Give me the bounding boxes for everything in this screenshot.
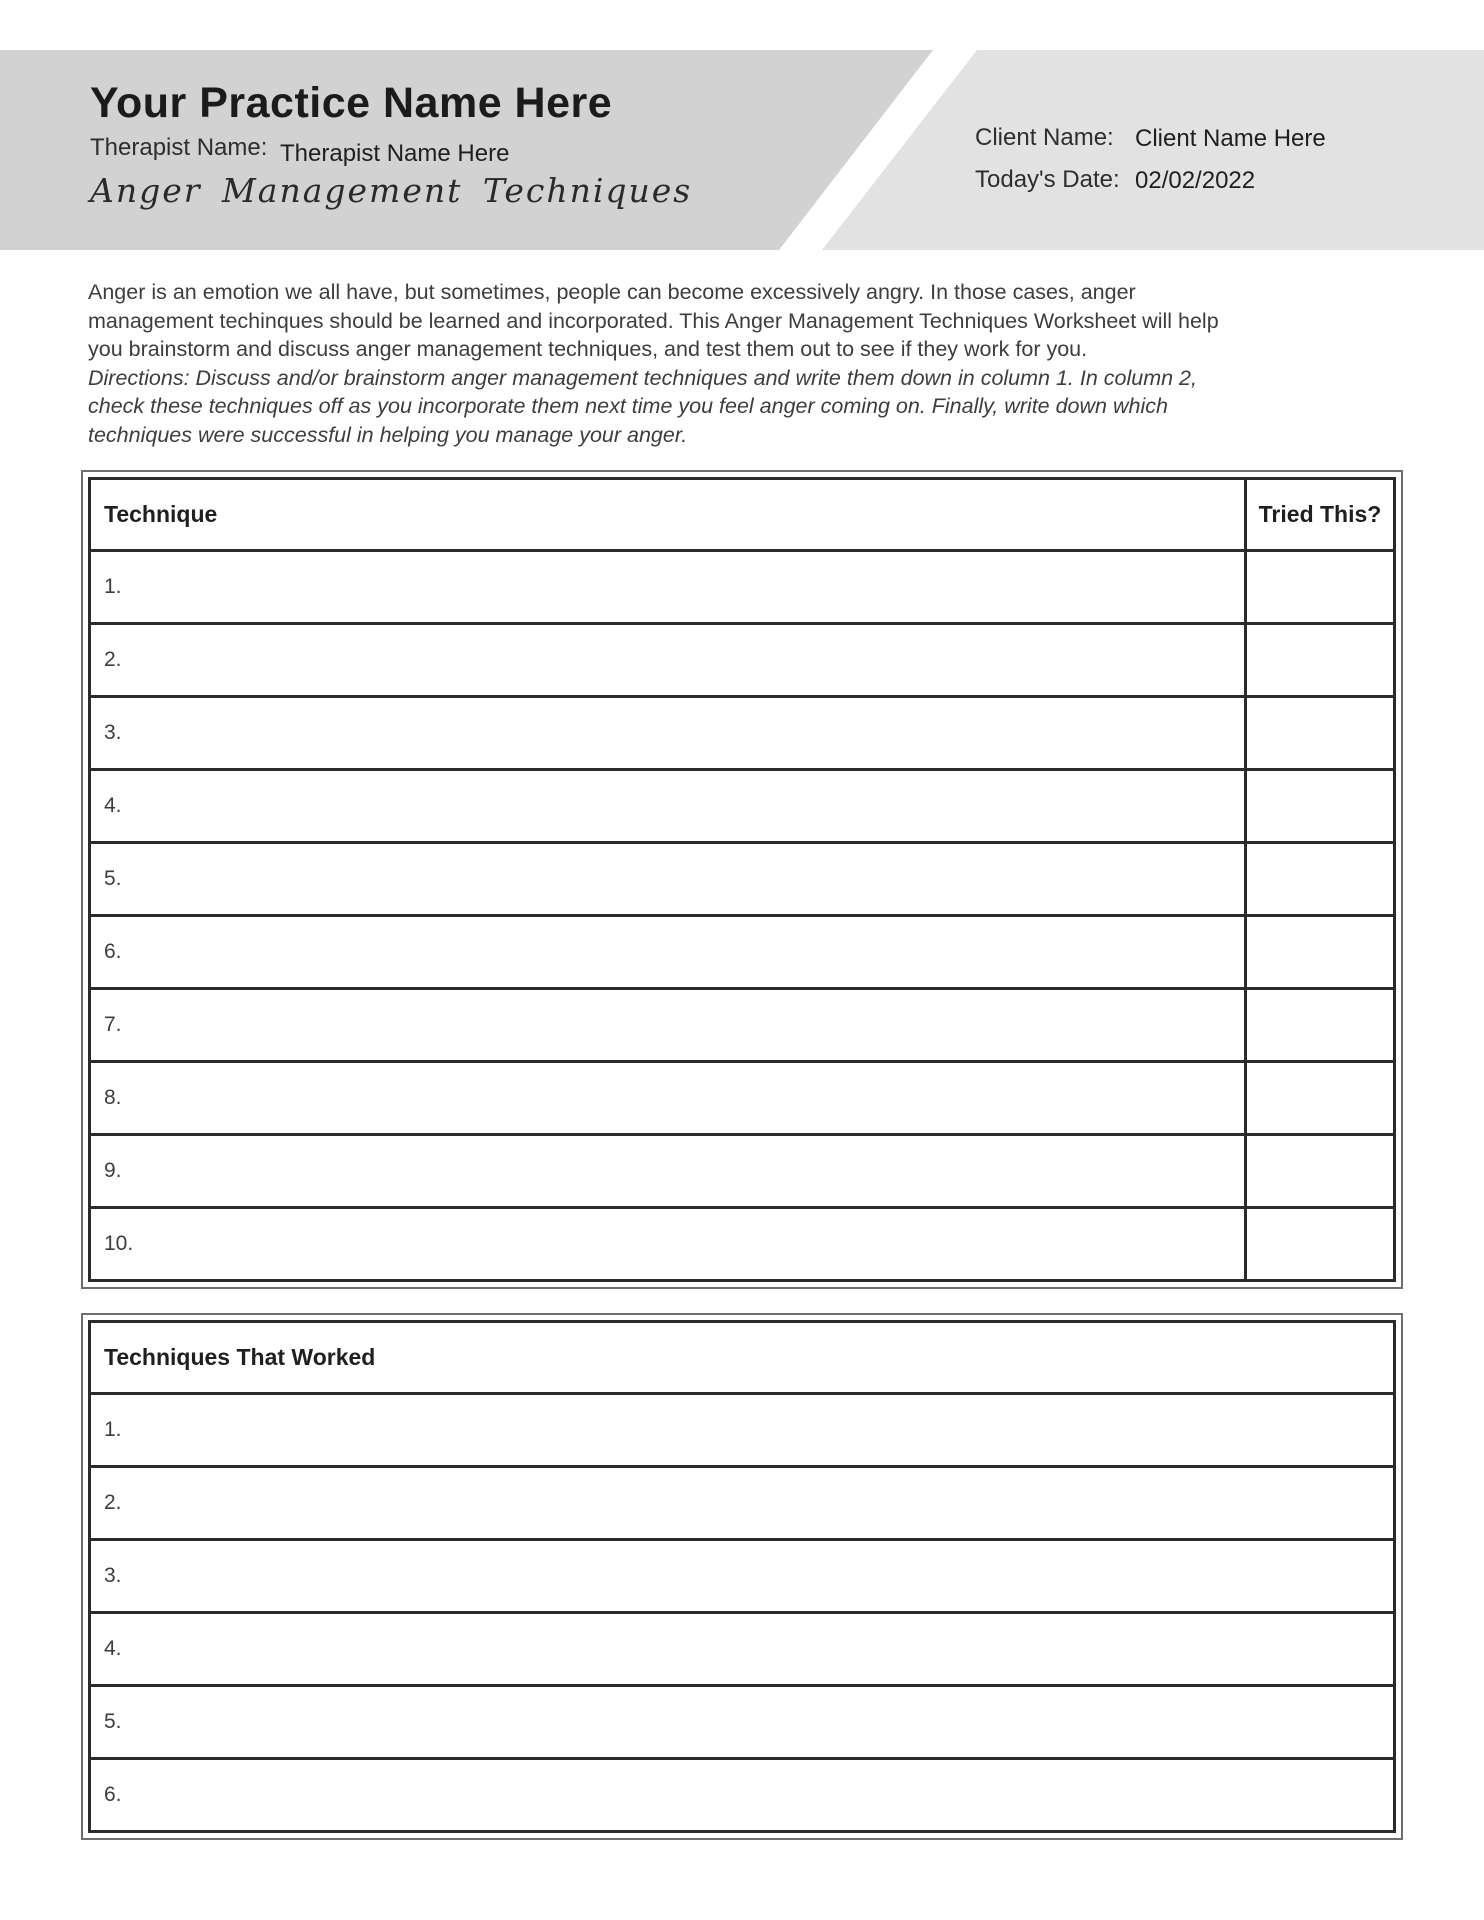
tried-this-column-header: Tried This? [1246,479,1395,551]
technique-cell[interactable]: 10. [90,1208,1246,1281]
technique-cell[interactable]: 9. [90,1135,1246,1208]
header-banner [0,50,1484,250]
technique-row [90,1135,1395,1208]
worked-row [90,1759,1395,1832]
technique-cell[interactable]: 7. [90,989,1246,1062]
technique-row [90,624,1395,697]
tried-this-cell[interactable] [1246,770,1395,843]
worked-cell[interactable]: 1. [90,1394,1395,1467]
worked-row [90,1540,1395,1613]
directions-line: check these techniques off as you incorporate them next time you feel anger coming on. Finally, write down which [88,394,1168,418]
technique-row [90,843,1395,916]
tried-this-cell[interactable] [1246,1062,1395,1135]
directions-line: Directions: Discuss and/or brainstorm anger management techniques and write them down in column 1. In column 2, [88,365,1197,390]
technique-cell[interactable]: 4. [90,770,1246,843]
techniques-that-worked-table [88,1320,1396,1833]
worked-cell[interactable]: 6. [90,1759,1395,1832]
tried-this-cell[interactable] [1246,551,1395,624]
technique-cell[interactable]: 3. [90,697,1246,770]
client-name-label: Client Name: [975,124,1114,151]
tried-this-cell[interactable] [1246,1135,1395,1208]
technique-cell[interactable]: 8. [90,1062,1246,1135]
technique-row [90,551,1395,624]
worked-table-header-row [90,1322,1395,1394]
tried-this-cell[interactable] [1246,1208,1395,1281]
worked-row [90,1467,1395,1540]
worked-row [90,1686,1395,1759]
techniques-table [88,477,1396,1282]
practice-name: Your Practice Name Here [90,79,613,127]
date-label: Today's Date: [975,166,1120,193]
intro-line: you brainstorm and discuss anger management techniques, and test them out to see if they work for you. [88,337,1088,361]
worked-cell[interactable]: 4. [90,1613,1395,1686]
technique-row [90,989,1395,1062]
intro-paragraph [88,278,1418,449]
client-name-value[interactable]: Client Name Here [1135,125,1326,152]
tried-this-cell[interactable] [1246,624,1395,697]
intro-line: Anger is an emotion we all have, but sometimes, people can become excessively angry. In those cases, anger [88,280,1136,304]
therapist-name-value[interactable]: Therapist Name Here [280,140,510,167]
tried-this-cell[interactable] [1246,916,1395,989]
technique-cell[interactable]: 1. [90,551,1246,624]
technique-cell[interactable]: 6. [90,916,1246,989]
worksheet-title: Anger Management Techniques [90,171,693,210]
intro-line: management techinques should be learned and incorporated. This Anger Management Techniques Worksheet will help [88,308,1219,333]
worked-row [90,1613,1395,1686]
technique-row [90,1208,1395,1281]
directions-line: techniques were successful in helping you manage your anger. [88,422,688,447]
technique-row [90,1062,1395,1135]
worked-cell[interactable]: 2. [90,1467,1395,1540]
worked-column-header: Techniques That Worked [90,1322,1395,1394]
tried-this-cell[interactable] [1246,989,1395,1062]
worked-row [90,1394,1395,1467]
tried-this-cell[interactable] [1246,697,1395,770]
techniques-table-header-row [90,479,1395,551]
technique-row [90,916,1395,989]
technique-cell[interactable]: 5. [90,843,1246,916]
worked-cell[interactable]: 5. [90,1686,1395,1759]
technique-column-header: Technique [90,479,1246,551]
worked-cell[interactable]: 3. [90,1540,1395,1613]
date-value[interactable]: 02/02/2022 [1135,167,1256,194]
technique-cell[interactable]: 2. [90,624,1246,697]
technique-row [90,697,1395,770]
technique-row [90,770,1395,843]
tried-this-cell[interactable] [1246,843,1395,916]
therapist-name-label: Therapist Name: [90,134,268,161]
